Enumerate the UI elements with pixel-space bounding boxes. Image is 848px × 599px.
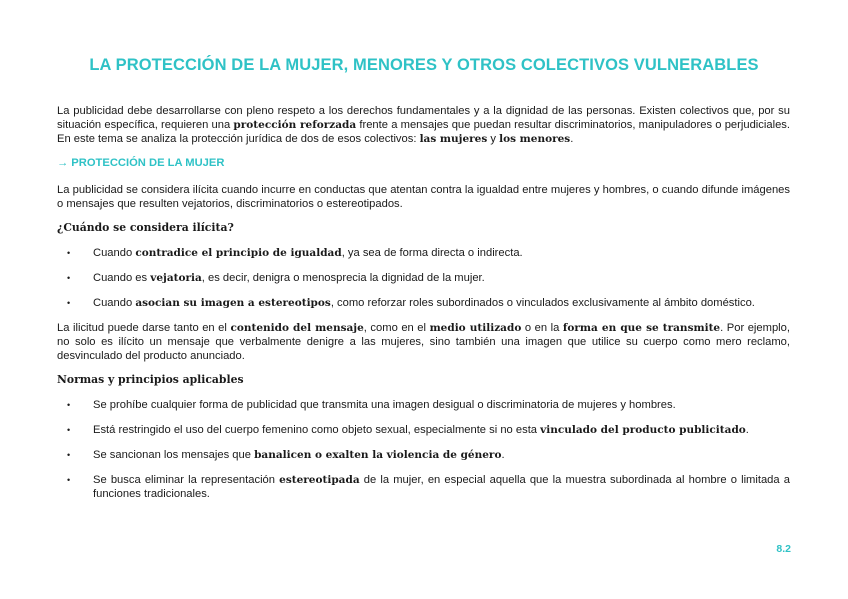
intro-bold-3: los menores <box>499 133 571 145</box>
para3-text-2: , como en el <box>363 322 430 334</box>
item-bold: vejatoria <box>150 272 202 284</box>
item-text: Se sancionan los mensajes que <box>93 449 255 461</box>
para3-bold-2: medio utilizado <box>429 322 522 334</box>
list-item <box>57 296 790 310</box>
item-text: Está restringido el uso del cuerpo femenino como objeto sexual, especialmente si no esta <box>93 424 541 436</box>
item-bold: asocian su imagen a estereotipos <box>135 297 331 309</box>
page-title: LA PROTECCIÓN DE LA MUJER, MENORES Y OTROS COLECTIVOS VULNERABLES <box>89 56 759 74</box>
question-heading: ¿Cuándo se considera ilícita? <box>57 221 234 234</box>
item-text: Cuando <box>93 297 136 309</box>
para3-bold-3: forma en que se transmite <box>562 322 721 334</box>
ilicita-list <box>57 246 790 310</box>
para3-bold-1: contenido del mensaje <box>230 322 364 334</box>
page-number: 8.2 <box>776 543 791 555</box>
list-item <box>57 246 790 260</box>
medium-paragraph <box>57 321 790 363</box>
bullet-icon: • <box>67 248 71 258</box>
item-text: . <box>745 424 749 436</box>
bullet-icon: • <box>67 475 71 485</box>
item-text: , es decir, denigra o menosprecia la dignidad de la mujer. <box>201 272 485 284</box>
normas-list <box>57 398 790 501</box>
item-text: , como reforzar roles subordinados o vinculados exclusivamente al ámbito doméstico. <box>330 297 755 309</box>
section-heading <box>57 156 790 170</box>
arrow-icon: → <box>57 157 69 169</box>
list-item <box>57 448 790 462</box>
item-text: , ya sea de forma directa o indirecta. <box>341 247 523 259</box>
item-bold: estereotipada <box>279 474 360 486</box>
intro-bold-1: protección reforzada <box>233 119 357 131</box>
item-text: Cuando es <box>93 272 151 284</box>
item-bold: contradice el principio de igualdad <box>135 247 342 259</box>
list-item <box>57 473 790 501</box>
bullet-icon: • <box>67 425 71 435</box>
bullet-icon: • <box>67 273 71 283</box>
para3-text-1: La ilicitud puede darse tanto en el <box>57 322 231 334</box>
item-text: Se busca eliminar la representación <box>93 474 280 486</box>
para3-text-4: . Por ejemplo, no solo es ilícito un mensaje que verbalmente denigre a las mujeres, sino también una imagen que utilice su cuerpo como mero reclamo, desvinculado del producto anunciado. <box>57 322 790 362</box>
para3-text-3: o en la <box>521 322 563 334</box>
definition-paragraph: La publicidad se considera ilícita cuando incurre en conductas que atentan contra la igualdad entre mujeres y hombres, o cuando difunde imágenes o mensajes que resulten vejatorios, discriminatorios o estereotipados. <box>57 184 790 210</box>
document-body <box>57 104 790 501</box>
intro-text-3: y <box>487 133 500 145</box>
item-text: . <box>501 449 505 461</box>
item-text: Cuando <box>93 247 136 259</box>
item-bold: vinculado del producto publicitado <box>540 424 746 436</box>
bullet-icon: • <box>67 400 71 410</box>
section-heading-label: PROTECCIÓN DE LA MUJER <box>71 157 225 169</box>
intro-text-1: La publicidad debe desarrollarse con pleno respeto a los derechos fundamentales y a la dignidad de las personas. Existen colectivos que, por su situación específica, requieren una <box>57 105 790 131</box>
list-item <box>57 423 790 437</box>
item-text: de la mujer, en especial aquella que la muestra subordinada al hombre o limitada a funciones tradicionales. <box>93 474 790 500</box>
norms-heading: Normas y principios aplicables <box>57 373 244 386</box>
intro-paragraph <box>57 104 790 146</box>
bullet-icon: • <box>67 298 71 308</box>
list-item <box>57 271 790 285</box>
item-text: Se prohíbe cualquier forma de publicidad que transmita una imagen desigual o discriminatoria de mujeres y hombres. <box>93 399 676 411</box>
list-item <box>57 398 790 412</box>
intro-bold-2: las mujeres <box>419 133 488 145</box>
intro-text-2: frente a mensajes que puedan resultar discriminatorios, manipuladores o perjudiciales. En este tema se analiza la protección jurídica de dos de esos colectivos: <box>57 119 790 145</box>
bullet-icon: • <box>67 450 71 460</box>
intro-text-4: . <box>570 133 574 145</box>
item-bold: banalicen o exalten la violencia de género <box>254 449 502 461</box>
